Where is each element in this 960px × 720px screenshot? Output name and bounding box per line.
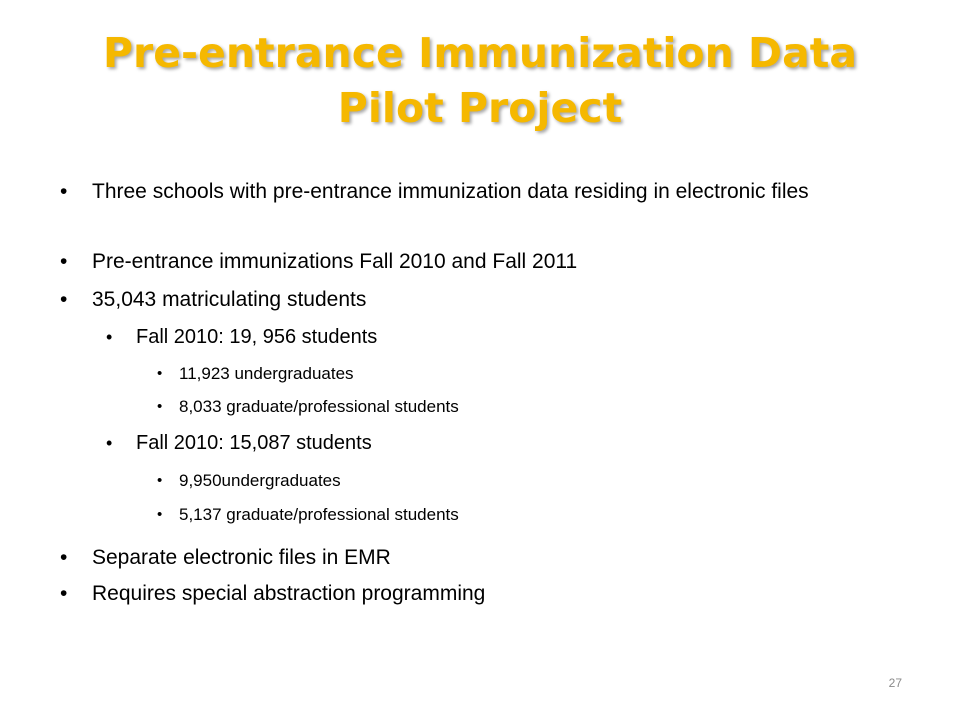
slide-title (40, 26, 920, 136)
sub-sub-bullet-item (157, 504, 857, 526)
bullet-text: 35,043 matriculating students (92, 288, 367, 311)
bullet-dot-icon: • (106, 327, 113, 347)
bullet-dot-icon: • (60, 582, 68, 605)
bullet-text: Requires special abstraction programming (92, 582, 486, 605)
bullet-text: Pre-entrance immunizations Fall 2010 and Fall 2011 (92, 250, 578, 273)
bullet-dot-icon: • (106, 433, 113, 453)
bullet-item (60, 544, 860, 572)
bullet-text: 11,923 undergraduates (179, 364, 354, 383)
bullet-text: Separate electronic files in EMR (92, 546, 391, 569)
bullet-dot-icon: • (157, 472, 163, 489)
bullet-text: Three schools with pre-entrance immunization data residing in electronic files (92, 180, 809, 203)
bullet-item (60, 286, 860, 314)
bullet-text: Fall 2010: 19, 956 students (136, 326, 378, 348)
bullet-item (60, 178, 860, 206)
bullet-dot-icon: • (157, 506, 163, 523)
bullet-dot-icon: • (157, 398, 163, 415)
bullet-text: 9,950undergraduates (179, 471, 341, 490)
sub-bullet-item (106, 324, 846, 350)
slide-title-line-2: Pilot Project (337, 84, 623, 132)
bullet-item (60, 248, 860, 276)
bullet-item (60, 580, 860, 608)
sub-sub-bullet-item (157, 396, 857, 418)
bullet-text: Fall 2010: 15,087 students (136, 432, 372, 454)
bullet-dot-icon: • (60, 546, 68, 569)
slide-title-line-1: Pre-entrance Immunization Data (102, 29, 858, 77)
page-number: 27 (888, 676, 902, 690)
bullet-dot-icon: • (60, 180, 68, 203)
sub-bullet-item (106, 430, 846, 456)
bullet-dot-icon: • (60, 250, 68, 273)
bullet-text: 5,137 graduate/professional students (179, 505, 459, 524)
bullet-text: 8,033 graduate/professional students (179, 397, 459, 416)
sub-sub-bullet-item (157, 470, 857, 492)
bullet-dot-icon: • (157, 365, 163, 382)
bullet-dot-icon: • (60, 288, 68, 311)
sub-sub-bullet-item (157, 363, 857, 385)
